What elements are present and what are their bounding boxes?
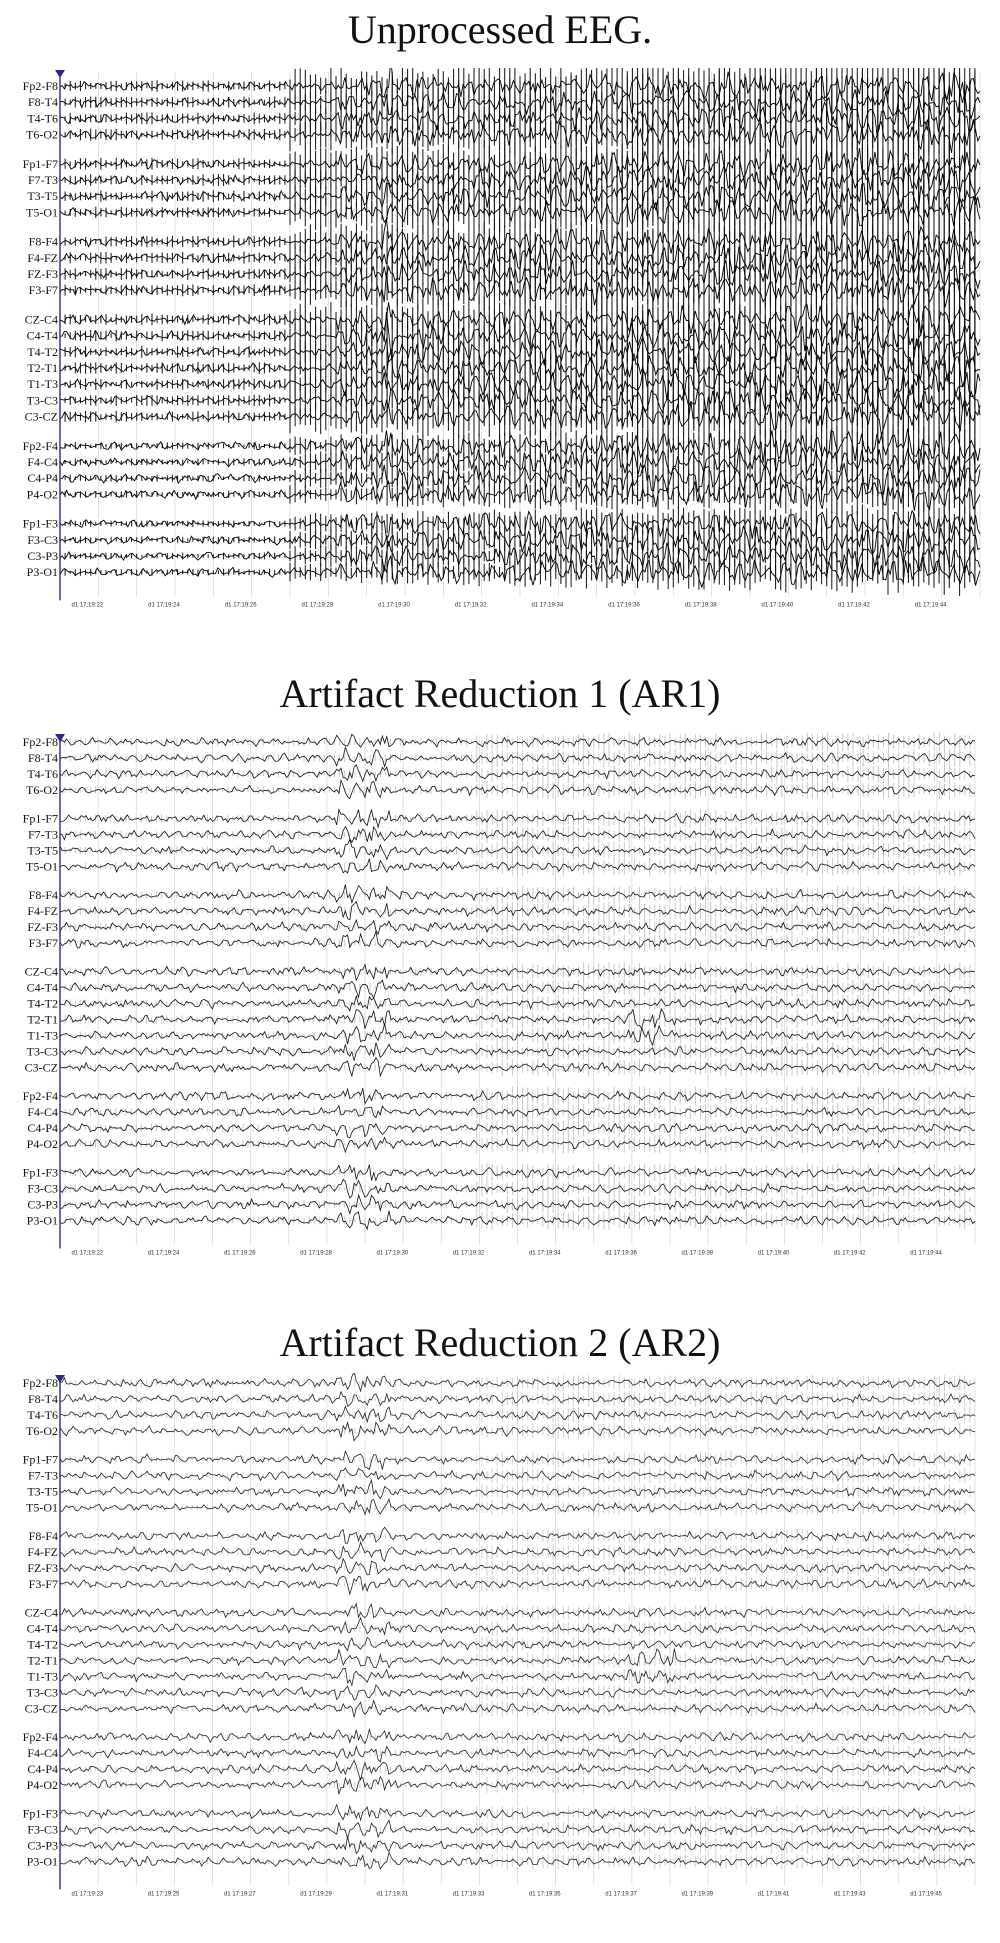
channel-label: T1-T3 <box>27 1028 58 1043</box>
time-tick-label: d1 17:19:37 <box>605 1891 637 1898</box>
noise-band <box>60 733 970 752</box>
channel-label: T4-T6 <box>27 1408 58 1422</box>
channel-label: Fp1-F3 <box>22 1165 58 1180</box>
time-tick-label: d1 17:19:27 <box>223 1891 256 1898</box>
channel-label: T6-O2 <box>26 783 58 797</box>
noise-band <box>60 68 975 126</box>
channel-label: T2-T1 <box>27 361 58 375</box>
channel-label: Fp2-F8 <box>22 1376 58 1390</box>
noise-band <box>60 297 975 373</box>
time-tick-label: d1 17:19:44 <box>914 602 947 609</box>
time-axis <box>71 1251 942 1257</box>
time-tick-label: d1 17:19:34 <box>531 602 564 609</box>
time-tick-label: d1 17:19:34 <box>528 1250 561 1257</box>
channel-label: P4-O2 <box>26 1137 58 1151</box>
time-tick-label: d1 17:19:40 <box>757 1250 790 1257</box>
channel-label: F8-T4 <box>28 1392 58 1406</box>
channel-label: F7-T3 <box>28 827 58 842</box>
time-tick-label: d1 17:19:22 <box>71 602 104 609</box>
channel-label: F8-T4 <box>28 95 58 110</box>
channel-label: Fp1-F7 <box>22 156 58 171</box>
noise-band <box>60 533 975 580</box>
channel-label: C3-P3 <box>27 1838 58 1853</box>
channel-label: P4-O2 <box>26 1778 58 1792</box>
noise-band <box>60 1211 970 1230</box>
panel-title: Unprocessed EEG. <box>347 7 653 52</box>
channel-label: C4-T4 <box>26 980 58 995</box>
noise-band <box>60 886 970 905</box>
channel-label: T5-O1 <box>26 205 58 220</box>
channel-label: T3-C3 <box>26 1044 58 1059</box>
channel-label: T5-O1 <box>26 859 58 874</box>
channel-label: C4-P4 <box>27 1762 58 1776</box>
channel-label: P3-O1 <box>26 565 58 580</box>
channel-label: T4-T6 <box>27 111 58 126</box>
time-tick-label: d1 17:19:38 <box>684 602 717 609</box>
channel-label: C4-P4 <box>27 1121 58 1135</box>
time-tick-label: d1 17:19:25 <box>147 1891 180 1898</box>
channel-label: Fp1-F3 <box>22 1806 58 1821</box>
time-tick-label: d1 17:19:22 <box>71 1250 104 1257</box>
channel-label: T1-T3 <box>27 1669 58 1684</box>
channel-label: T5-O1 <box>26 1500 58 1515</box>
noise-band <box>60 376 975 457</box>
noise-band <box>60 1179 970 1198</box>
channel-label: Fp2-F4 <box>22 438 58 453</box>
channel-label: CZ-C4 <box>24 1605 58 1620</box>
channel-label: T4-T2 <box>27 344 58 359</box>
time-tick-label: d1 17:19:24 <box>148 602 180 609</box>
channel-label: FZ-F3 <box>27 920 58 934</box>
channel-label: T1-T3 <box>27 377 58 392</box>
time-tick-label: d1 17:19:36 <box>608 602 640 609</box>
channel-label: F8-F4 <box>28 234 58 249</box>
channel-label: P4-O2 <box>26 487 58 502</box>
channel-label: F3-C3 <box>27 1181 58 1196</box>
noise-band <box>60 1761 970 1777</box>
time-tick-label: d1 17:19:31 <box>376 1891 409 1898</box>
channel-label: Fp2-F8 <box>22 79 58 93</box>
channel-label: C3-CZ <box>24 1060 58 1075</box>
time-axis <box>71 1892 942 1898</box>
channel-label: C4-T4 <box>26 1621 58 1636</box>
time-tick-label: d1 17:19:32 <box>452 1250 485 1257</box>
channel-label: C4-T4 <box>26 328 58 343</box>
noise-band <box>60 1483 970 1499</box>
channel-label: F3-F7 <box>28 936 58 950</box>
artifact-noise <box>60 1375 970 1870</box>
eeg-plot-ar2 <box>0 1373 1000 1943</box>
channel-label: F4-C4 <box>27 1746 58 1760</box>
channel-label: T4-T2 <box>27 1637 58 1652</box>
noise-band <box>60 439 975 485</box>
channel-label: Fp2-F8 <box>22 735 58 749</box>
channel-label: C3-CZ <box>24 409 58 424</box>
time-tick-label: d1 17:19:36 <box>605 1250 637 1257</box>
noise-band <box>60 1087 970 1106</box>
time-tick-label: d1 17:19:40 <box>761 602 794 609</box>
channel-label: T3-T5 <box>27 189 58 204</box>
channel-label: Fp2-F4 <box>22 1730 58 1744</box>
channel-label: F4-FZ <box>27 904 58 918</box>
channel-label: F4-C4 <box>27 1105 58 1119</box>
noise-band <box>60 343 975 425</box>
noise-band <box>60 1391 970 1407</box>
noise-band <box>60 1119 970 1137</box>
channel-label: P3-O1 <box>26 1213 58 1228</box>
time-tick-label: d1 17:19:30 <box>376 1250 409 1257</box>
time-tick-label: d1 17:19:30 <box>378 602 410 609</box>
panel-title: Artifact Reduction 1 (AR1) <box>279 671 721 716</box>
channel-labels <box>23 735 58 1228</box>
time-tick-label: d1 17:19:42 <box>838 602 870 609</box>
channel-label: CZ-C4 <box>24 964 58 979</box>
channel-label: F8-F4 <box>28 1529 58 1543</box>
time-tick-label: d1 17:19:35 <box>528 1891 561 1898</box>
noise-band <box>60 314 975 390</box>
time-tick-label: d1 17:19:43 <box>833 1891 866 1898</box>
time-axis <box>72 602 948 608</box>
channel-label: F4-FZ <box>27 250 58 265</box>
channel-label: T3-T5 <box>27 1484 58 1499</box>
noise-band <box>60 1010 970 1029</box>
time-tick-label: d1 17:19:39 <box>681 1891 714 1898</box>
channel-labels <box>23 1376 58 1869</box>
channel-labels <box>23 79 58 579</box>
channel-label: FZ-F3 <box>27 1561 58 1575</box>
cursor-marker-icon <box>55 70 65 78</box>
channel-label: T3-C3 <box>26 1685 58 1700</box>
time-tick-label: d1 17:19:28 <box>301 602 334 609</box>
channel-label: F7-T3 <box>28 1468 58 1483</box>
channel-label: F3-F7 <box>28 283 58 298</box>
channel-label: FZ-F3 <box>27 267 58 281</box>
time-tick-label: d1 17:19:23 <box>71 1891 104 1898</box>
channel-label: T3-C3 <box>26 393 58 408</box>
time-tick-label: d1 17:19:32 <box>454 602 487 609</box>
channel-label: F7-T3 <box>28 173 58 187</box>
noise-band <box>60 749 970 768</box>
channel-label: T2-T1 <box>27 1012 58 1027</box>
channel-label: F4-FZ <box>27 1545 58 1559</box>
time-tick-label: d1 17:19:26 <box>224 602 257 609</box>
time-tick-label: d1 17:19:44 <box>910 1250 942 1257</box>
time-tick-label: d1 17:19:26 <box>223 1250 256 1257</box>
time-tick-label: d1 17:19:42 <box>833 1250 866 1257</box>
channel-label: F3-F7 <box>28 1577 58 1591</box>
channel-label: F3-C3 <box>27 532 58 547</box>
noise-band <box>60 1560 970 1576</box>
noise-band <box>60 549 975 596</box>
channel-label: T6-O2 <box>26 1424 58 1438</box>
channel-label: T2-T1 <box>27 1653 58 1668</box>
channel-label: T3-T5 <box>27 843 58 858</box>
channel-label: T4-T2 <box>27 996 58 1011</box>
channel-label: F8-T4 <box>28 751 58 765</box>
time-tick-label: d1 17:19:24 <box>147 1250 180 1257</box>
noise-band <box>60 157 975 235</box>
time-tick-label: d1 17:19:41 <box>757 1891 790 1898</box>
channel-label: Fp2-F4 <box>22 1089 58 1103</box>
time-tick-label: d1 17:19:38 <box>681 1250 714 1257</box>
panel-title: Artifact Reduction 2 (AR2) <box>279 1320 721 1365</box>
eeg-plot-ar1 <box>0 732 1000 1302</box>
channel-label: F8-F4 <box>28 888 58 902</box>
noise-band <box>60 1135 970 1154</box>
noise-band <box>60 1375 970 1391</box>
time-tick-label: d1 17:19:29 <box>300 1891 332 1898</box>
channel-label: C3-P3 <box>27 549 58 563</box>
noise-band <box>60 424 975 468</box>
noise-band <box>60 994 970 1013</box>
noise-band <box>60 1195 970 1214</box>
channel-label: Fp1-F7 <box>22 811 58 826</box>
channel-label: P3-O1 <box>26 1854 58 1869</box>
time-tick-label: d1 17:19:45 <box>910 1891 942 1898</box>
time-tick-label: d1 17:19:33 <box>452 1891 485 1898</box>
time-tick-label: d1 17:19:28 <box>300 1250 332 1257</box>
channel-label: CZ-C4 <box>24 312 58 327</box>
channel-label: C4-P4 <box>27 471 58 486</box>
channel-label: F3-C3 <box>27 1822 58 1837</box>
channel-label: Fp1-F3 <box>22 516 58 531</box>
eeg-plot-unprocessed <box>0 68 1000 668</box>
noise-band <box>60 219 975 298</box>
channel-label: C3-P3 <box>27 1197 58 1212</box>
channel-label: T4-T6 <box>27 767 58 781</box>
channel-label: C3-CZ <box>24 1701 58 1716</box>
noise-band <box>60 1822 970 1838</box>
channel-label: F4-C4 <box>27 455 58 469</box>
noise-band <box>60 978 970 997</box>
noise-band <box>60 809 970 827</box>
artifact-noise <box>60 733 970 1230</box>
channel-label: T6-O2 <box>26 127 58 142</box>
channel-label: Fp1-F7 <box>22 1452 58 1467</box>
noise-band <box>60 918 970 937</box>
